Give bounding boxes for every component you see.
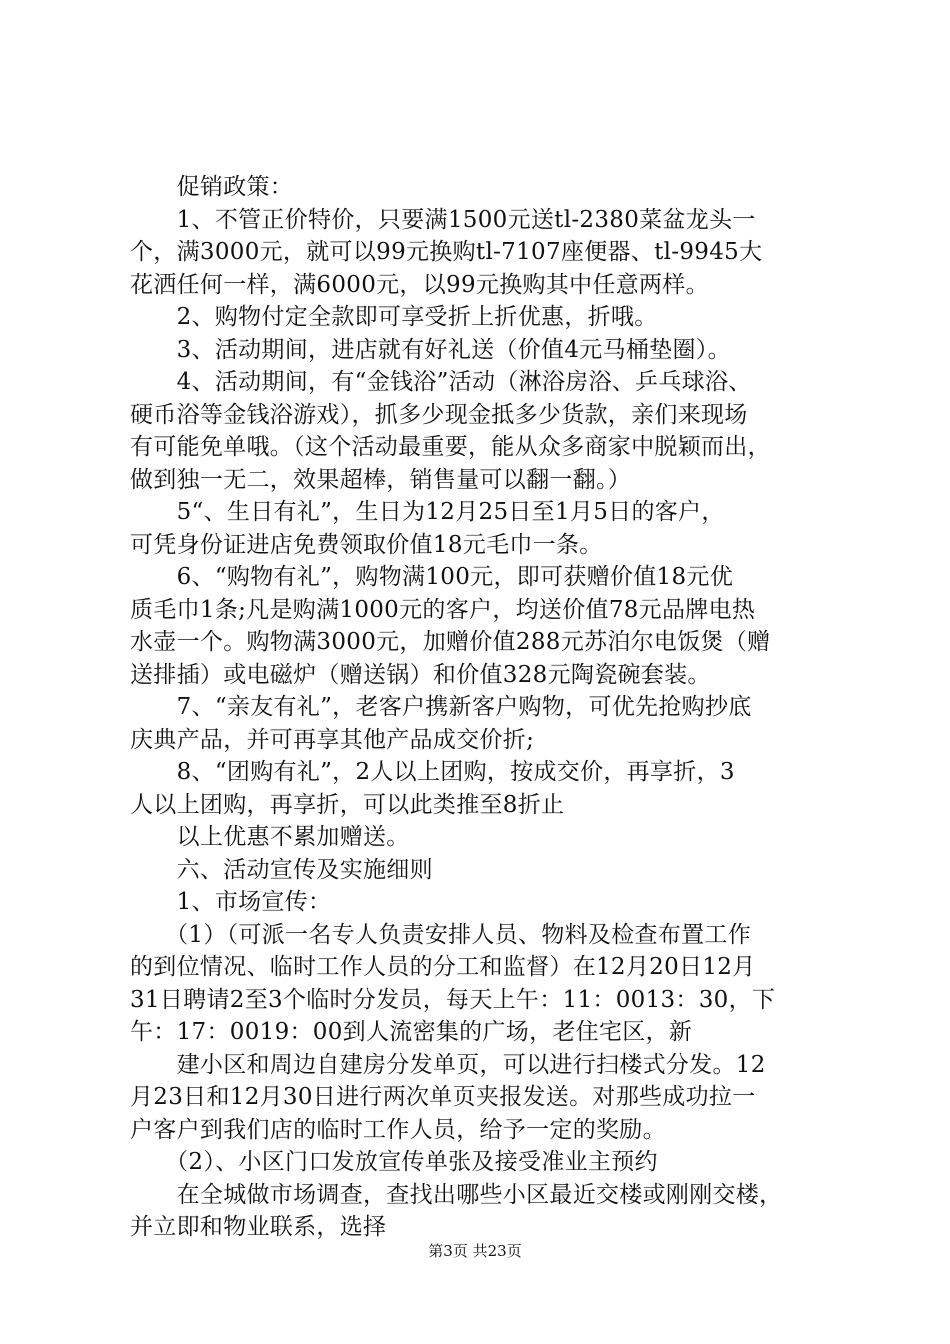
text-line: 水壶一个。购物满3000元，加赠价值288元苏泊尔电饭煲（赠 (130, 629, 771, 655)
text-line: 6、“购物有礼”，购物满100元，即可获赠价值18元优 (130, 564, 734, 590)
text-line: 有可能免单哦。（这个活动最重要，能从众多商家中脱颖而出， (130, 434, 771, 460)
page-footer (0, 1240, 950, 1261)
text-line: 在全城做市场调查，查找出哪些小区最近交楼或刚刚交楼， (130, 1181, 783, 1208)
text-line: 建小区和周边自建房分发单页，可以进行扫楼式分发。12 (130, 1051, 766, 1078)
text-line: 质毛巾1条;凡是购满1000元的客户，均送价值78元品牌电热 (130, 596, 756, 623)
text-line: 4、活动期间，有“金钱浴”活动（淋浴房浴、乒乓球浴、 (130, 369, 752, 395)
text-line: 以上优惠不累加赠送。 (130, 824, 410, 850)
text-line: 7、“亲友有礼”，老客户携新客户购物，可优先抢购抄底 (130, 694, 752, 720)
text-line: （1）（可派一名专人负责安排人员、物料及检查布置工作 (130, 921, 752, 948)
text-line: 庆典产品，并可再享其他产品成交价折; (130, 726, 535, 753)
text-line: 2、购物付定全款即可享受折上折优惠，折哦。 (130, 304, 658, 330)
text-line: 5“、生日有礼”，生日为12月25日至1月5日的客户， (130, 499, 725, 525)
text-line: 1、不管正价特价，只要满1500元送tl-2380菜盆龙头一 (130, 206, 756, 233)
text-line: 并立即和物业联系，选择 (130, 1214, 387, 1240)
text-line: 户客户到我们店的临时工作人员，给予一定的奖励。 (130, 1116, 666, 1143)
text-line: 个，满3000元，就可以99元换购tl-7107座便器、tl-9945大 (130, 239, 763, 265)
document-body (130, 171, 840, 1244)
text-line: 硬币浴等金钱浴游戏），抓多少现金抵多少货款，亲们来现场 (130, 401, 748, 428)
text-line: 六、活动宣传及实施细则 (130, 856, 433, 883)
text-line: 月23日和12月30日进行两次单页夹报发送。对那些成功拉一 (130, 1084, 756, 1110)
text-line: 人以上团购，再享折，可以此类推至8折止 (130, 791, 565, 818)
text-line: 8、“团购有礼”，2人以上团购，按成交价，再享折，3 (130, 759, 735, 785)
text-line: 1、市场宣传： (130, 889, 332, 915)
text-line: 可凭身份证进店免费领取价值18元毛巾一条。 (130, 531, 603, 558)
text-line: 做到独一无二，效果超棒，销售量可以翻一翻。） (130, 466, 632, 493)
text-line: 31日聘请2至3个临时分发员，每天上午：11：0013：30，下 (130, 986, 776, 1013)
text-line: 的到位情况、临时工作人员的分工和监督）在12月20日12月 (130, 954, 756, 980)
text-line: 促销政策： (130, 174, 294, 200)
page-number: 第3页 共23页 (428, 1242, 522, 1260)
text-line: 3、活动期间，进店就有好礼送（价值4元马桶垫圈）。 (130, 336, 731, 363)
text-line: 午：17：0019：00到人流密集的广场，老住宅区，新 (130, 1019, 693, 1045)
text-line: 花洒任何一样，满6000元，以99元换购其中任意两样。 (130, 271, 709, 298)
text-line: （2）、小区门口发放宣传单张及接受准业主预约 (130, 1149, 658, 1175)
text-line: 送排插）或电磁炉（赠送锅）和价值328元陶瓷碗套装。 (130, 661, 711, 688)
